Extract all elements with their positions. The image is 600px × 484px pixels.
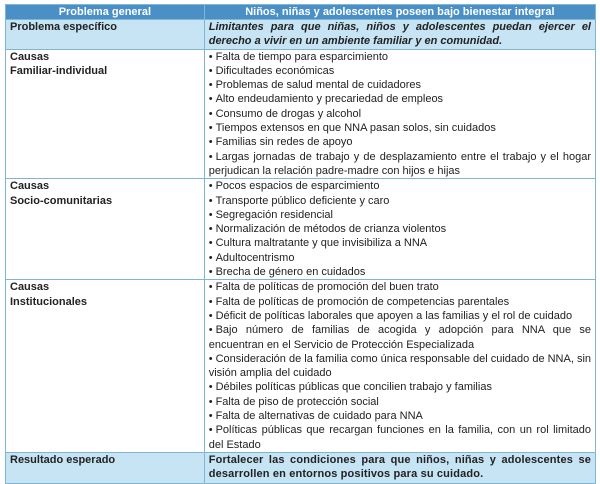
list-item-text: Largas jornadas de trabajo y de desplazamiento entre el trabajo y el hogar perjudican la relación padre-madre con hijos e hijas: [208, 150, 591, 177]
list-item: [209, 208, 591, 222]
list-item: [209, 423, 591, 452]
list-item-text: Familias sin redes de apoyo: [215, 136, 353, 149]
bullet-icon: •: [208, 324, 213, 337]
list-item-text: Falta de políticas de promoción del buen trato: [215, 281, 439, 294]
list-item: [209, 380, 591, 394]
causes-label-line1: Causas: [10, 281, 50, 294]
bullet-icon: •: [208, 251, 213, 264]
list-item: [209, 295, 591, 309]
causes-row-familiar-individual: [6, 49, 596, 179]
list-item: [209, 50, 591, 64]
list-item: [209, 265, 591, 279]
causes-list: [204, 280, 595, 453]
causes-list: [204, 179, 595, 280]
list-item: [209, 194, 591, 208]
list-item-text: Segregación residencial: [215, 208, 333, 221]
header-col2: Niños, niñas y adolescentes poseen bajo bienestar integral: [204, 5, 595, 20]
list-item-text: Falta de piso de protección social: [215, 395, 379, 408]
bullet-icon: •: [208, 237, 213, 250]
bullet-icon: •: [208, 136, 213, 149]
causes-label-institucionales: [6, 280, 205, 453]
list-item: [209, 121, 591, 135]
list-item-text: Déficit de políticas laborales que apoyen a las familias y el rol de cuidado: [215, 309, 573, 322]
causes-row-socio-comunitarias: [6, 179, 596, 280]
list-item-text: Falta de políticas de promoción de competencias parentales: [215, 295, 510, 308]
list-item: [209, 280, 591, 294]
causes-label-socio-comunitarias: [6, 179, 205, 280]
list-item-text: Consumo de drogas y alcohol: [215, 107, 362, 120]
bullet-icon: •: [208, 122, 213, 135]
header-col1: Problema general: [6, 5, 205, 20]
expected-result-label: Resultado esperado: [6, 452, 205, 483]
bullet-icon: •: [208, 281, 213, 294]
list-item-text: Cultura maltratante y que invisibiliza a NNA: [215, 237, 428, 250]
list-item: [209, 92, 591, 106]
bullet-icon: •: [208, 424, 213, 437]
list-item-text: Débiles políticas públicas que concilien trabajo y familias: [215, 381, 492, 394]
list-item-text: Normalización de métodos de crianza violentos: [215, 223, 447, 236]
bullet-icon: •: [208, 295, 213, 308]
bullet-icon: •: [208, 410, 213, 423]
expected-result-row: [6, 452, 596, 483]
bullet-icon: •: [208, 395, 213, 408]
expected-result-text: Fortalecer las condiciones para que niños, niñas y adolescentes se desarrollen en entornos positivos para su cuidado.: [204, 452, 595, 483]
list-item: [209, 78, 591, 92]
list-item-text: Falta de alternativas de cuidado para NNA: [215, 410, 423, 423]
list-item: [209, 107, 591, 121]
list-item: [209, 323, 591, 352]
list-item-text: Pocos espacios de esparcimiento: [215, 180, 380, 193]
bullet-icon: •: [208, 93, 213, 106]
list-item: [209, 150, 591, 179]
bullet-icon: •: [208, 194, 213, 207]
specific-problem-text: Limitantes para que niñas, niños y adolescentes puedan ejercer el derecho a vivir en un ambiente familiar y en comunidad.: [204, 20, 595, 50]
list-item-text: Dificultades económicas: [215, 64, 335, 77]
list-item-text: Problemas de salud mental de cuidadores: [215, 79, 422, 92]
list-item: [209, 251, 591, 265]
list-item-text: Falta de tiempo para esparcimiento: [215, 50, 389, 63]
causes-label-line1: Causas: [10, 180, 50, 193]
list-item: [209, 179, 591, 193]
specific-problem-label: Problema específico: [6, 20, 205, 50]
list-item-text: Tiempos extensos en que NNA pasan solos, sin cuidados: [215, 122, 496, 135]
bullet-icon: •: [208, 352, 213, 365]
list-item-text: Políticas públicas que recargan funciones en la familia, con un rol limitado del Estado: [208, 424, 591, 451]
list-item: [209, 309, 591, 323]
list-item-text: Consideración de la familia como única responsable del cuidado de NNA, sin visión amplia del cuidado: [208, 352, 592, 380]
causes-label-familiar-individual: [6, 49, 205, 179]
list-item-text: Brecha de género en cuidados: [215, 266, 366, 279]
bullet-icon: •: [208, 266, 213, 279]
list-item-text: Alto endeudamiento y precariedad de empleos: [215, 93, 444, 106]
bullet-icon: •: [208, 107, 213, 120]
list-item: [209, 395, 591, 409]
bullet-icon: •: [208, 309, 213, 322]
bullet-icon: •: [208, 79, 213, 92]
list-item: [209, 236, 591, 250]
bullet-icon: •: [208, 150, 213, 163]
list-item: [209, 64, 591, 78]
specific-problem-row: [6, 20, 596, 50]
list-item-text: Adultocentrismo: [215, 251, 295, 264]
bullet-icon: •: [208, 381, 213, 394]
causes-row-institucionales: [6, 280, 596, 453]
list-item: [209, 222, 591, 236]
bullet-icon: •: [208, 208, 213, 221]
header-row: [6, 5, 596, 20]
causes-label-line2: Institucionales: [10, 295, 88, 308]
list-item-text: Transporte público deficiente y caro: [215, 194, 390, 207]
bullet-icon: •: [208, 50, 213, 63]
problem-tree-table: [5, 4, 596, 484]
causes-label-line2: Socio-comunitarias: [10, 194, 113, 207]
causes-label-line1: Causas: [10, 50, 50, 63]
causes-list: [204, 49, 595, 179]
bullet-icon: •: [208, 180, 213, 193]
list-item: [209, 352, 591, 381]
list-item-text: Bajo número de familias de acogida y adopción para NNA que se encuentran en el Servicio de Protección Especializada: [208, 324, 591, 351]
list-item: [209, 135, 591, 149]
bullet-icon: •: [208, 64, 213, 77]
list-item: [209, 409, 591, 423]
bullet-icon: •: [208, 223, 213, 236]
causes-label-line2: Familiar-individual: [10, 64, 108, 77]
